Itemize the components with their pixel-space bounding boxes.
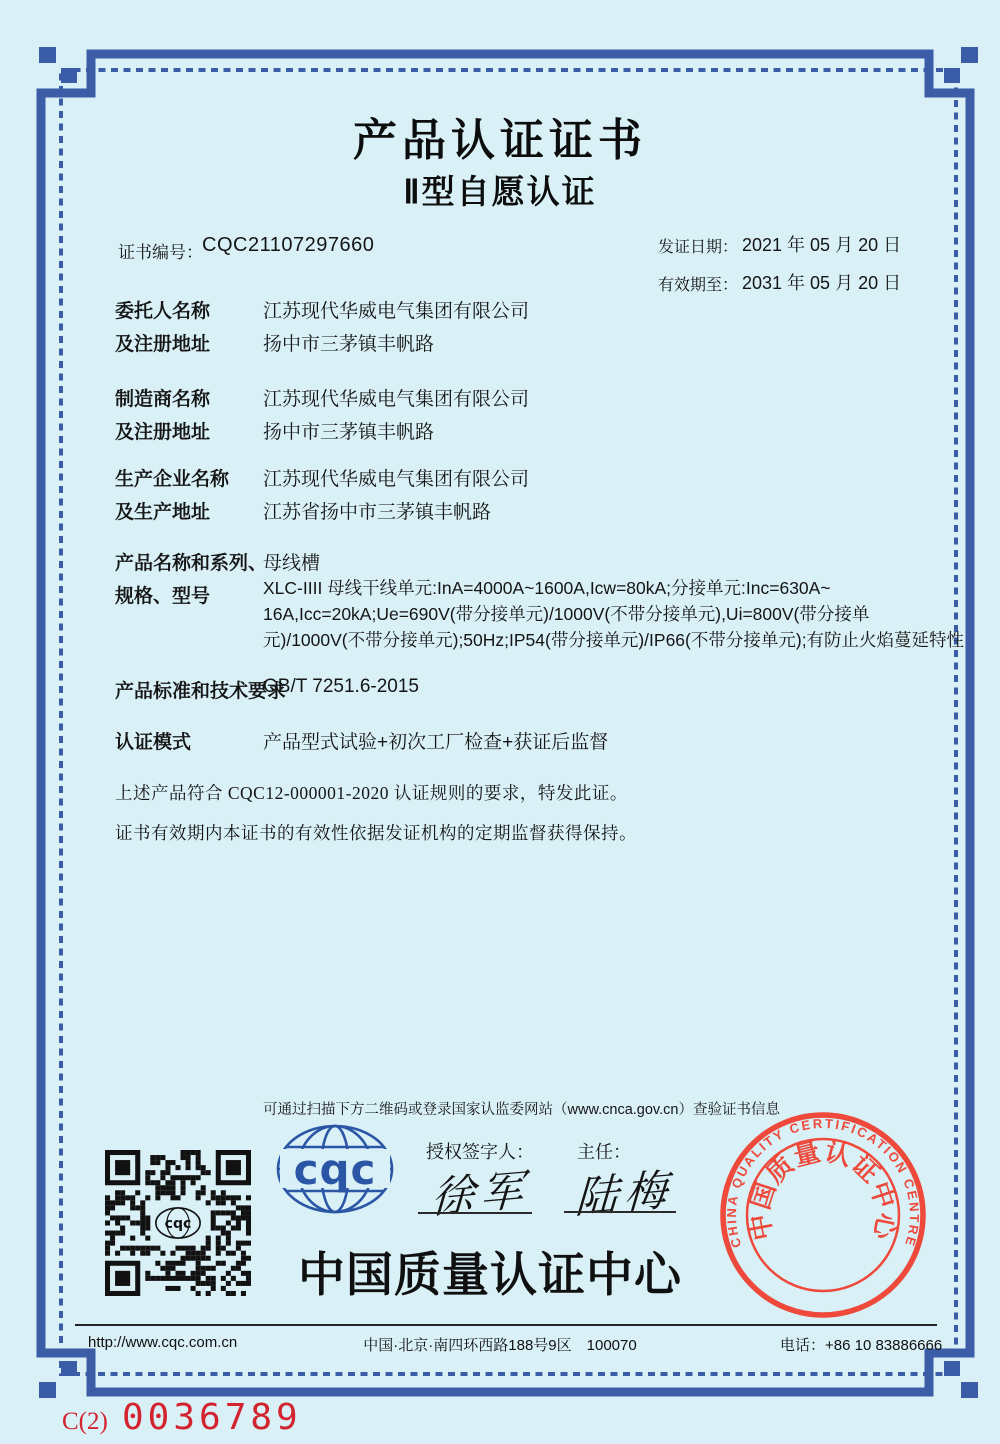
manufacturer-name-label: 制造商名称	[115, 389, 211, 410]
cqc-logo-text: cqc	[293, 1145, 377, 1194]
signature-lu-mei: 陆梅	[574, 1166, 675, 1223]
serial-prefix: C(2)	[62, 1408, 108, 1435]
product-spec-line-2: 16A,Icc=20kA;Ue=690V(带分接单元)/1000V(不带分接单元),Ui=800V(带分接单	[263, 604, 870, 624]
issue-date-value: 2021 年 05 月 20 日	[742, 235, 902, 255]
cert-no-label: 证书编号：	[118, 243, 203, 262]
qr-code	[105, 1150, 251, 1296]
standard-value: GB/T 7251.6-2015	[263, 676, 419, 697]
applicant-name-label: 委托人名称	[115, 301, 211, 322]
product-name-value: 母线槽	[263, 553, 321, 574]
director-label: 主任：	[577, 1142, 631, 1162]
signature-xu-jun: 徐军	[430, 1166, 531, 1223]
factory-name-value: 江苏现代华威电气集团有限公司	[263, 469, 530, 490]
qr-center-logo-text: cqc	[164, 1216, 192, 1233]
cert-no-value: CQC21107297660	[202, 234, 375, 256]
applicant-address-label: 及注册地址	[115, 334, 211, 355]
footer-phone: 电话：+86 10 83886666	[780, 1337, 943, 1354]
certification-mode-label: 认证模式	[115, 732, 192, 753]
serial-number: 0036789	[122, 1397, 302, 1438]
product-spec-line-3: 元)/1000V(不带分接单元);50Hz;IP54(带分接单元)/IP66(不带分接单元);有防止火焰蔓延特性	[263, 630, 965, 650]
manufacturer-name-value: 江苏现代华威电气集团有限公司	[263, 389, 530, 410]
factory-address-value: 江苏省扬中市三茅镇丰帆路	[263, 502, 492, 523]
valid-date-label: 有效期至：	[658, 277, 739, 294]
manufacturer-address-label: 及注册地址	[115, 422, 211, 443]
certification-mode-value: 产品型式试验+初次工厂检查+获证后监督	[263, 732, 609, 753]
product-model-label: 规格、型号	[115, 586, 211, 607]
factory-address-label: 及生产地址	[115, 502, 211, 523]
red-official-stamp	[715, 1107, 931, 1323]
factory-name-label: 生产企业名称	[115, 469, 230, 490]
issue-date-label: 发证日期：	[658, 239, 739, 256]
certificate-title: 产品认证证书	[353, 116, 647, 165]
footer-address: 中国·北京·南四环西路188号9区 100070	[363, 1337, 637, 1354]
stamp-chinese-text: 中国质量认证中心	[743, 1136, 903, 1243]
qr-verification-note: 可通过扫描下方二维码或登录国家认监委网站（www.cnca.gov.cn）查验证书信息	[263, 1102, 780, 1118]
cqc-globe-logo	[274, 1122, 396, 1216]
certificate-subtitle: Ⅱ型自愿认证	[403, 173, 597, 210]
footer-rule	[75, 1324, 937, 1326]
statement-compliance: 上述产品符合 CQC12-000001-2020 认证规则的要求，特发此证。	[115, 783, 628, 803]
authorized-signer-label: 授权签字人：	[426, 1142, 534, 1162]
manufacturer-address-value: 扬中市三茅镇丰帆路	[263, 422, 435, 443]
product-series-label: 产品名称和系列、	[115, 553, 268, 574]
statement-validity: 证书有效期内本证书的有效性依据发证机构的定期监督获得保持。	[115, 823, 637, 843]
valid-date-value: 2031 年 05 月 20 日	[742, 273, 902, 293]
svg-text:中国质量认证中心	[744, 1136, 902, 1243]
organization-name: 中国质量认证中心	[298, 1248, 682, 1301]
signature-line-2	[564, 1211, 676, 1213]
standard-label: 产品标准和技术要求	[115, 681, 287, 702]
product-spec-line-1: XLC-IIII 母线干线单元:InA=4000A~1600A,Icw=80kA;分接单元:Inc=630A~	[263, 578, 831, 598]
applicant-name-value: 江苏现代华威电气集团有限公司	[263, 301, 530, 322]
footer-url: http://www.cqc.com.cn	[88, 1334, 238, 1351]
stamp-english-text: CHINA QUALITY CERTIFICATION CENTRE	[723, 1115, 923, 1250]
signature-line-1	[418, 1212, 532, 1214]
applicant-address-value: 扬中市三茅镇丰帆路	[263, 334, 435, 355]
